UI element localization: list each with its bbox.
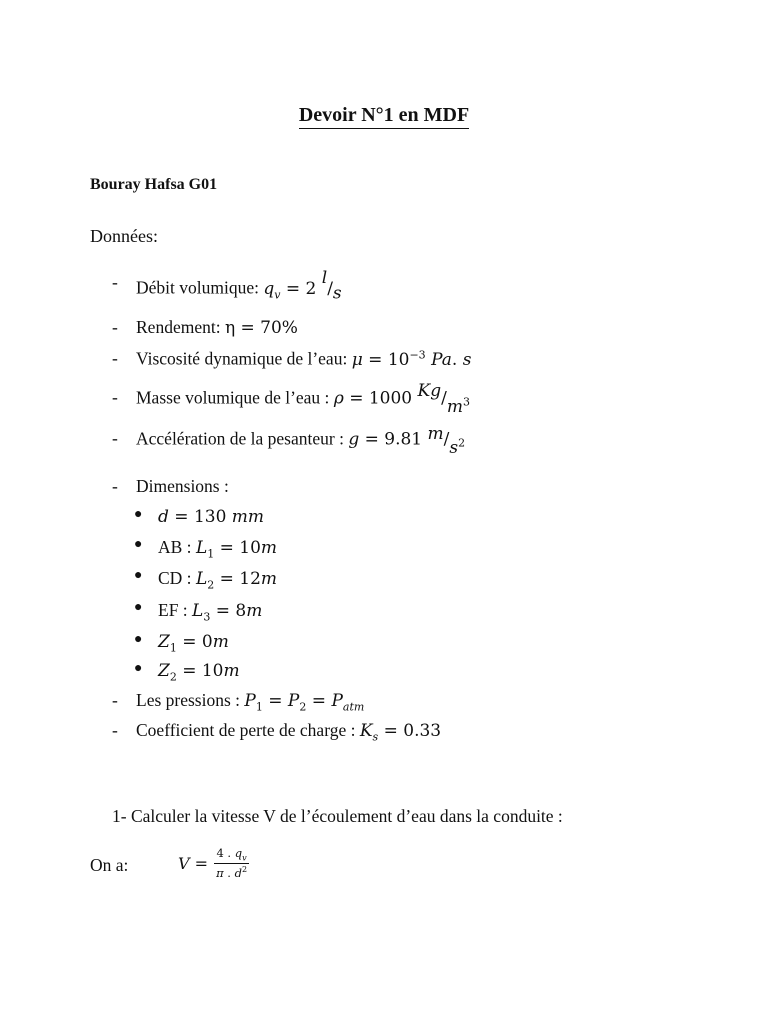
velocity-formula xyxy=(178,846,249,880)
bullet-icon: ● xyxy=(134,600,143,615)
dash-marker: - xyxy=(112,428,118,448)
coefficient-math: $K_s = 0.33$ xyxy=(359,721,442,744)
item-label: Masse volumique de l’eau : xyxy=(136,387,334,408)
donnees-heading: Données: xyxy=(90,226,158,246)
bullet-icon: ● xyxy=(134,661,143,676)
dash-marker: - xyxy=(112,720,118,740)
rendement-math: η = 70% xyxy=(224,318,298,338)
dash-marker: - xyxy=(112,317,118,337)
dash-marker: - xyxy=(112,387,118,407)
bullet-icon: ● xyxy=(134,537,143,552)
bullet-label: AB : xyxy=(158,537,196,557)
item-label: Viscosité dynamique de l’eau: xyxy=(136,348,352,369)
author-name: Bouray Hafsa G01 xyxy=(90,176,218,193)
on-a-label: On a: xyxy=(90,855,129,875)
bullet-icon: ● xyxy=(134,632,143,647)
z2-math: $Z_2 = 10m$ xyxy=(158,661,240,684)
debit-math: $q_v = 2$ $^l/_s$ xyxy=(263,268,342,304)
dash-marker: - xyxy=(112,272,118,292)
pressions-math: $P_1 = P_2 = P_{atm}$ xyxy=(244,691,365,714)
l1-math: $L_1 = 10m$ xyxy=(195,538,278,561)
viscosite-math: $\mu = 10^{-3}$ Pa. s xyxy=(351,348,472,370)
page-title xyxy=(0,104,768,127)
bullet-label: EF : xyxy=(158,600,193,620)
question-1: 1- Calculer la vitesse V de l’écoulement d’eau dans la conduite : xyxy=(112,806,563,826)
diametre-math: d = 130 mm xyxy=(158,507,265,527)
masse-volumique-math: ρ = 1000 $Kg/m^3$ xyxy=(333,380,470,417)
bullet-icon: ● xyxy=(134,568,143,583)
bullet-label: CD : xyxy=(158,568,196,588)
item-label: Les pressions : xyxy=(136,690,245,710)
l3-math: $L_3 = 8m$ xyxy=(192,601,263,624)
formula-lhs: V = xyxy=(178,853,209,873)
item-label: Dimensions : xyxy=(136,476,229,496)
formula-fraction xyxy=(214,846,249,880)
title-text: Devoir N°1 en MDF xyxy=(299,104,469,129)
dash-marker: - xyxy=(112,348,118,368)
item-label: Coefficient de perte de charge : xyxy=(136,720,360,740)
item-label: Accélération de la pesanteur : xyxy=(136,428,349,449)
z1-math: $Z_1 = 0m$ xyxy=(158,632,229,655)
item-label: Débit volumique: xyxy=(136,277,264,298)
dash-marker: - xyxy=(112,476,118,496)
l2-math: $L_2 = 12m$ xyxy=(195,569,278,592)
acceleration-math: g = 9.81 $m/s^2$ xyxy=(348,423,466,458)
formula-denominator: π . $d^2$ xyxy=(216,865,248,881)
formula-numerator: 4 . $q_v$ xyxy=(216,846,247,863)
item-label: Rendement: xyxy=(136,317,225,337)
bullet-icon: ● xyxy=(134,507,143,522)
dash-marker: - xyxy=(112,690,118,710)
